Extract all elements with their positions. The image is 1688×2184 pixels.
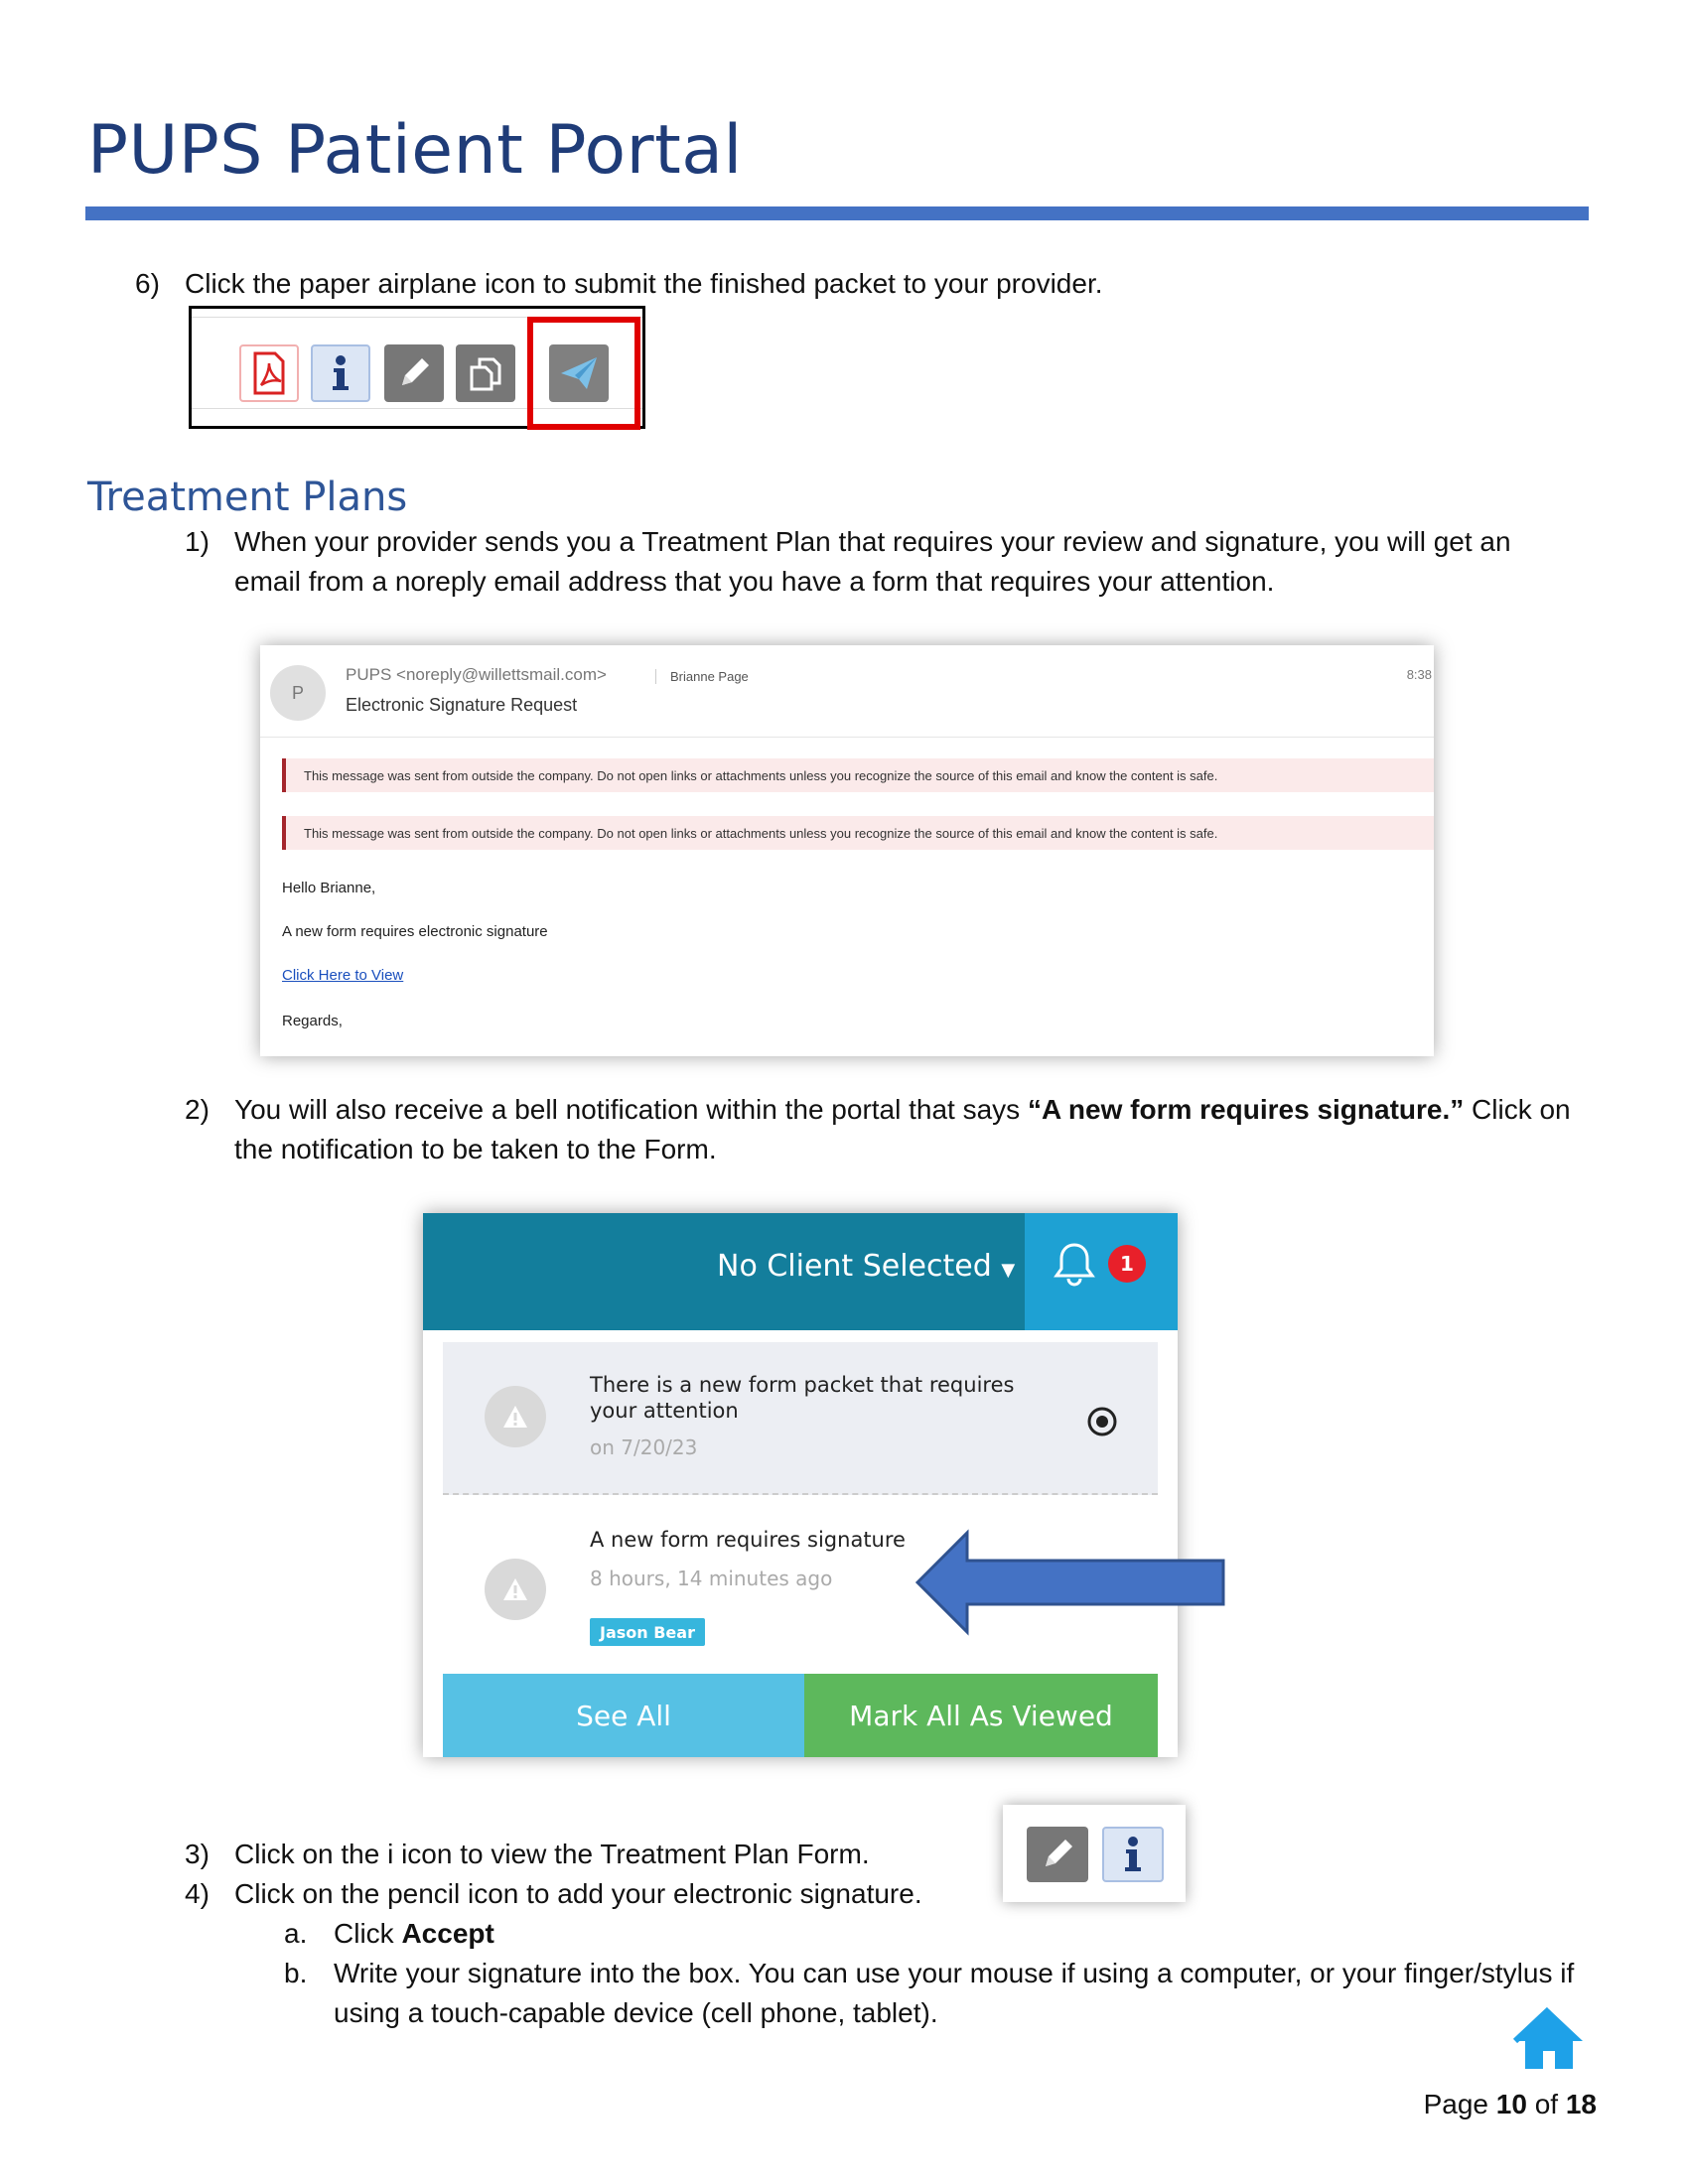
mark-all-viewed-button[interactable]: Mark All As Viewed xyxy=(804,1674,1158,1757)
step-text-part: You will also receive a bell notification within the portal that says xyxy=(234,1094,1028,1125)
page-number-prefix: Page xyxy=(1423,2089,1496,2119)
portal-header xyxy=(423,1213,1178,1330)
edit-info-screenshot xyxy=(1003,1805,1186,1902)
copy-icon[interactable] xyxy=(456,344,515,402)
page-title: PUPS Patient Portal xyxy=(87,111,743,190)
step-number: 4) xyxy=(185,1878,210,1909)
home-icon[interactable] xyxy=(1511,2005,1587,2073)
email-screenshot xyxy=(260,645,1434,1056)
notification-count-badge: 1 xyxy=(1108,1245,1146,1283)
accept-label: Accept xyxy=(401,1918,494,1949)
substep-number: a. xyxy=(284,1918,308,1949)
current-page: 10 xyxy=(1495,2089,1527,2119)
substep-number: b. xyxy=(284,1958,308,1988)
avatar: P xyxy=(270,665,326,721)
pointer-arrow-icon xyxy=(915,1529,1227,1636)
toolbar-screenshot xyxy=(189,306,645,429)
email-subject: Electronic Signature Request xyxy=(346,695,578,715)
warning-icon xyxy=(485,1386,546,1447)
bell-button[interactable] xyxy=(1025,1213,1178,1330)
pencil-icon[interactable] xyxy=(384,344,444,402)
email-signoff: Regards, xyxy=(282,1013,343,1029)
pdf-icon[interactable] xyxy=(239,344,299,402)
substep-text xyxy=(334,1914,494,1954)
email-divider xyxy=(260,737,1434,738)
substep-text-part: Click xyxy=(334,1918,402,1949)
step-number: 6) xyxy=(135,268,160,299)
notification-time: on 7/20/23 xyxy=(590,1435,698,1459)
section-heading: Treatment Plans xyxy=(87,475,408,520)
step-text: When your provider sends you a Treatment Plan that requires your review and signature, you will get an email from a noreply email address that you have a form that requires your attention. xyxy=(234,526,1511,597)
step-number: 1) xyxy=(185,526,210,557)
bell-icon xyxy=(1053,1241,1096,1289)
total-pages: 18 xyxy=(1565,2089,1597,2119)
quoted-notification-text: “A new form requires signature.” xyxy=(1027,1094,1465,1125)
notification-title: There is a new form packet that requires your attention xyxy=(590,1373,1015,1423)
info-icon[interactable] xyxy=(1102,1827,1164,1882)
email-sender: PUPS <noreply@willettsmail.com> xyxy=(346,665,607,684)
step-text: Click on the i icon to view the Treatment Plan Form. xyxy=(234,1839,870,1869)
substep-text: Write your signature into the box. You can use your mouse if using a computer, or your finger/stylus if using a touch-capable device (cell phone, tablet). xyxy=(334,1958,1575,2028)
email-view-link[interactable]: Click Here to View xyxy=(282,967,404,984)
caret-down-icon: ▼ xyxy=(1001,1260,1016,1281)
info-icon[interactable] xyxy=(311,344,370,402)
notification-time: 8 hours, 14 minutes ago xyxy=(590,1567,833,1590)
pencil-icon[interactable] xyxy=(1027,1827,1088,1882)
page-number-mid: of xyxy=(1526,2089,1566,2119)
client-selector[interactable] xyxy=(717,1249,1015,1284)
warning-icon xyxy=(485,1559,546,1620)
email-recipient: Brianne Page xyxy=(655,669,749,684)
page-number xyxy=(1424,2089,1597,2120)
client-tag: Jason Bear xyxy=(590,1618,705,1646)
external-warning-banner: This message was sent from outside the company. Do not open links or attachments unless you recognize the source of this email and know the content is safe. xyxy=(282,816,1434,850)
step-number: 2) xyxy=(185,1094,210,1125)
notification-screenshot xyxy=(423,1213,1178,1757)
step-text: Click the paper airplane icon to submit the finished packet to your provider. xyxy=(185,268,1103,299)
step-text xyxy=(234,1090,1585,1169)
step-text: Click on the pencil icon to add your electronic signature. xyxy=(234,1878,922,1909)
title-divider xyxy=(85,206,1589,220)
client-selector-label: No Client Selected xyxy=(717,1249,992,1284)
see-all-button[interactable]: See All xyxy=(443,1674,804,1757)
unread-dot-icon[interactable] xyxy=(1086,1406,1118,1437)
notification-item[interactable] xyxy=(443,1342,1158,1495)
step-number: 3) xyxy=(185,1839,210,1869)
highlight-box xyxy=(527,317,640,430)
email-greeting: Hello Brianne, xyxy=(282,880,376,896)
external-warning-banner: This message was sent from outside the company. Do not open links or attachments unless you recognize the source of this email and know the content is safe. xyxy=(282,758,1434,792)
email-time: 8:38 xyxy=(1406,667,1432,682)
step-text-part: Click on the notification to be taken to the Form. xyxy=(234,1094,1571,1164)
notification-title: A new form requires signature xyxy=(590,1528,906,1552)
email-body-text: A new form requires electronic signature xyxy=(282,923,548,940)
